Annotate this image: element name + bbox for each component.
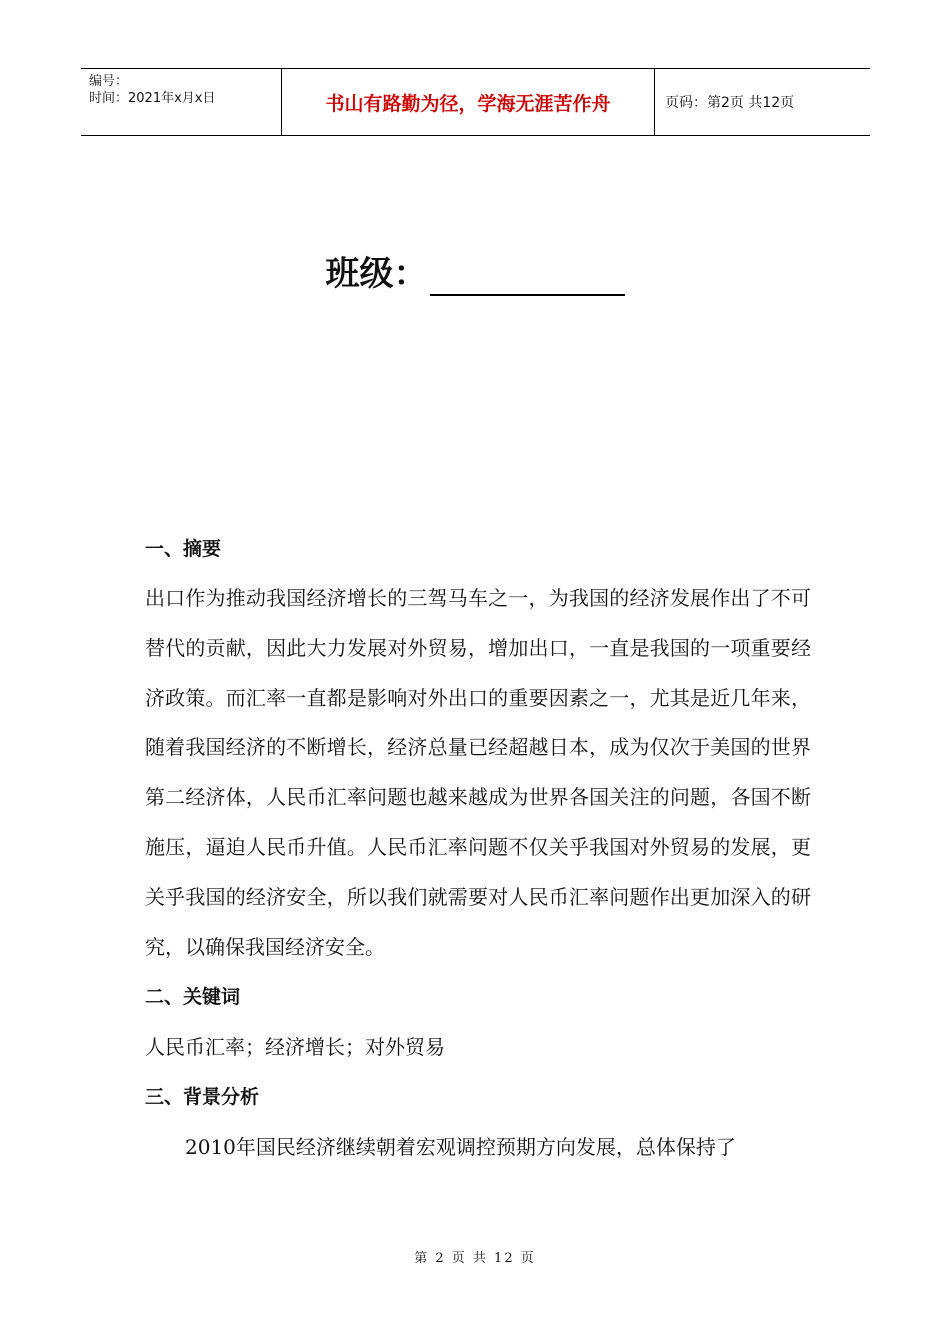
page-footer: 第 2 页 共 12 页 <box>414 1251 536 1266</box>
section-title-background: 三、背景分析 <box>145 1086 260 1109</box>
class-field <box>0 252 950 296</box>
keywords-text: 人民币汇率；经济增长；对外贸易 <box>145 1035 445 1060</box>
abstract-paragraph: 出口作为推动我国经济增长的三驾马车之一，为我国的经济发展作出了不可替代的贡献，因此大力发展对外贸易，增加出口，一直是我国的一项重要经济政策。而汇率一直都是影响对外出口的重要因素之一，尤其是近几年来，随着我国经济的不断增长，经济总量已经超越日本，成为仅次于美国的世界第二经济体，人民币汇率问题也越来越成为世界各国关注的问题，各国不断施压，逼迫人民币升值。人民币汇率问题不仅关乎我国对外贸易的发展，更关乎我国的经济安全，所以我们就需要对人民币汇率问题作出更加深入的研究，以确保我国经济安全。 <box>145 586 811 959</box>
header-number-label: 编号： <box>89 74 129 89</box>
header-meta <box>81 69 282 135</box>
background-paragraph: 2010年国民经济继续朝着宏观调控预期方向发展，总体保持了 <box>185 1135 736 1160</box>
header-time-label: 时间：2021年x月x日 <box>89 91 216 106</box>
section-title-keywords: 二、关键词 <box>145 986 241 1009</box>
class-label: 班级： <box>325 254 428 294</box>
header-page-info: 页码：第2页 共12页 <box>665 95 795 111</box>
page-header <box>81 68 870 136</box>
document-body <box>145 524 825 1172</box>
class-blank-line <box>430 256 625 296</box>
header-motto: 书山有路勤为径，学海无涯苦作舟 <box>282 69 655 135</box>
section-title-abstract: 一、摘要 <box>145 538 222 560</box>
